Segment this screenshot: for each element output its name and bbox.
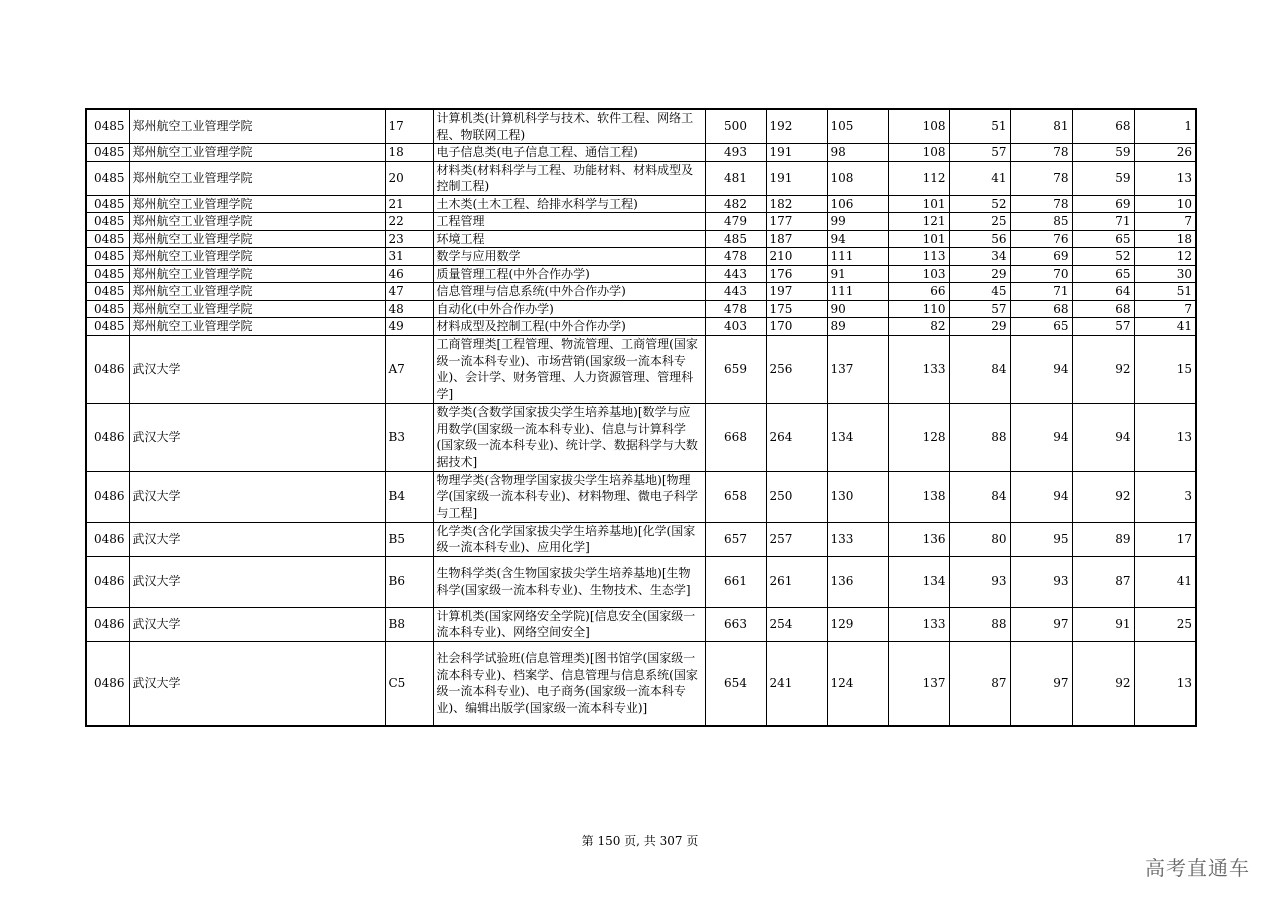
total-score-cell: 668 <box>705 403 766 471</box>
score-col-5-cell: 70 <box>1010 265 1072 283</box>
school-name-cell: 郑州航空工业管理学院 <box>129 300 385 318</box>
score-col-7-cell: 51 <box>1134 283 1196 301</box>
score-col-2-cell: 108 <box>827 161 888 195</box>
school-name-cell: 武汉大学 <box>129 335 385 403</box>
score-col-3-cell: 137 <box>888 641 949 726</box>
school-code-cell: 0485 <box>86 318 129 336</box>
school-name-cell: 郑州航空工业管理学院 <box>129 109 385 144</box>
score-col-3-cell: 82 <box>888 318 949 336</box>
school-code-cell: 0485 <box>86 109 129 144</box>
major-code-cell: A7 <box>385 335 433 403</box>
major-code-cell: B4 <box>385 471 433 522</box>
score-col-2-cell: 111 <box>827 283 888 301</box>
score-col-7-cell: 3 <box>1134 471 1196 522</box>
score-col-3-cell: 133 <box>888 335 949 403</box>
major-code-cell: B5 <box>385 522 433 556</box>
school-code-cell: 0486 <box>86 335 129 403</box>
score-col-2-cell: 130 <box>827 471 888 522</box>
score-col-5-cell: 71 <box>1010 283 1072 301</box>
score-col-1-cell: 264 <box>766 403 827 471</box>
score-col-1-cell: 261 <box>766 556 827 607</box>
table-row <box>86 265 1196 283</box>
watermark-logo: 高考直通车 <box>1145 856 1250 880</box>
school-code-cell: 0485 <box>86 265 129 283</box>
score-col-4-cell: 25 <box>949 213 1010 231</box>
score-col-7-cell: 25 <box>1134 607 1196 641</box>
table-row <box>86 161 1196 195</box>
major-code-cell: C5 <box>385 641 433 726</box>
score-col-7-cell: 26 <box>1134 144 1196 162</box>
major-code-cell: B3 <box>385 403 433 471</box>
score-col-2-cell: 129 <box>827 607 888 641</box>
score-col-1-cell: 182 <box>766 195 827 213</box>
table-row <box>86 230 1196 248</box>
score-col-2-cell: 133 <box>827 522 888 556</box>
school-name-cell: 武汉大学 <box>129 641 385 726</box>
table-row <box>86 300 1196 318</box>
score-col-5-cell: 95 <box>1010 522 1072 556</box>
total-score-cell: 481 <box>705 161 766 195</box>
score-col-2-cell: 134 <box>827 403 888 471</box>
score-col-2-cell: 136 <box>827 556 888 607</box>
score-table <box>85 108 1197 727</box>
school-code-cell: 0485 <box>86 213 129 231</box>
score-col-7-cell: 12 <box>1134 248 1196 266</box>
total-score-cell: 663 <box>705 607 766 641</box>
major-code-cell: 20 <box>385 161 433 195</box>
major-name-cell: 工商管理类[工程管理、物流管理、工商管理(国家级一流本科专业)、市场营销(国家级一流本科专业)、会计学、财务管理、人力资源管理、管理科学] <box>433 335 705 403</box>
table-row <box>86 318 1196 336</box>
total-score-cell: 403 <box>705 318 766 336</box>
score-col-7-cell: 41 <box>1134 318 1196 336</box>
score-col-1-cell: 175 <box>766 300 827 318</box>
school-name-cell: 郑州航空工业管理学院 <box>129 283 385 301</box>
score-col-1-cell: 176 <box>766 265 827 283</box>
score-col-5-cell: 94 <box>1010 335 1072 403</box>
score-col-1-cell: 257 <box>766 522 827 556</box>
score-col-4-cell: 84 <box>949 335 1010 403</box>
score-col-6-cell: 92 <box>1072 335 1134 403</box>
score-col-3-cell: 113 <box>888 248 949 266</box>
major-code-cell: 31 <box>385 248 433 266</box>
total-score-cell: 657 <box>705 522 766 556</box>
score-col-6-cell: 59 <box>1072 144 1134 162</box>
score-col-4-cell: 87 <box>949 641 1010 726</box>
school-name-cell: 武汉大学 <box>129 522 385 556</box>
score-col-2-cell: 124 <box>827 641 888 726</box>
score-col-6-cell: 68 <box>1072 300 1134 318</box>
major-code-cell: B6 <box>385 556 433 607</box>
score-col-3-cell: 112 <box>888 161 949 195</box>
score-col-7-cell: 13 <box>1134 161 1196 195</box>
score-col-7-cell: 18 <box>1134 230 1196 248</box>
major-name-cell: 物理学类(含物理学国家拔尖学生培养基地)[物理学(国家级一流本科专业)、材料物理、微电子科学与工程] <box>433 471 705 522</box>
major-code-cell: B8 <box>385 607 433 641</box>
major-name-cell: 计算机类(计算机科学与技术、软件工程、网络工程、物联网工程) <box>433 109 705 144</box>
major-name-cell: 自动化(中外合作办学) <box>433 300 705 318</box>
total-score-cell: 493 <box>705 144 766 162</box>
score-col-3-cell: 66 <box>888 283 949 301</box>
score-col-5-cell: 76 <box>1010 230 1072 248</box>
table-row <box>86 248 1196 266</box>
score-col-2-cell: 98 <box>827 144 888 162</box>
score-col-4-cell: 80 <box>949 522 1010 556</box>
school-code-cell: 0485 <box>86 161 129 195</box>
score-col-2-cell: 99 <box>827 213 888 231</box>
total-score-cell: 443 <box>705 283 766 301</box>
school-name-cell: 郑州航空工业管理学院 <box>129 195 385 213</box>
school-code-cell: 0485 <box>86 283 129 301</box>
table-row <box>86 335 1196 403</box>
major-name-cell: 环境工程 <box>433 230 705 248</box>
school-code-cell: 0485 <box>86 144 129 162</box>
score-col-1-cell: 191 <box>766 161 827 195</box>
score-col-2-cell: 94 <box>827 230 888 248</box>
score-col-5-cell: 97 <box>1010 607 1072 641</box>
score-col-1-cell: 191 <box>766 144 827 162</box>
major-name-cell: 电子信息类(电子信息工程、通信工程) <box>433 144 705 162</box>
score-col-1-cell: 170 <box>766 318 827 336</box>
score-col-1-cell: 197 <box>766 283 827 301</box>
score-col-6-cell: 69 <box>1072 195 1134 213</box>
major-code-cell: 47 <box>385 283 433 301</box>
score-col-7-cell: 41 <box>1134 556 1196 607</box>
score-col-7-cell: 7 <box>1134 300 1196 318</box>
score-col-3-cell: 101 <box>888 195 949 213</box>
major-name-cell: 材料类(材料科学与工程、功能材料、材料成型及控制工程) <box>433 161 705 195</box>
school-name-cell: 郑州航空工业管理学院 <box>129 144 385 162</box>
score-col-7-cell: 13 <box>1134 403 1196 471</box>
table-row <box>86 213 1196 231</box>
score-col-3-cell: 101 <box>888 230 949 248</box>
score-col-7-cell: 30 <box>1134 265 1196 283</box>
score-col-4-cell: 51 <box>949 109 1010 144</box>
total-score-cell: 478 <box>705 300 766 318</box>
table-row <box>86 109 1196 144</box>
major-code-cell: 21 <box>385 195 433 213</box>
score-col-3-cell: 121 <box>888 213 949 231</box>
school-name-cell: 武汉大学 <box>129 556 385 607</box>
score-col-2-cell: 90 <box>827 300 888 318</box>
major-code-cell: 18 <box>385 144 433 162</box>
score-col-5-cell: 85 <box>1010 213 1072 231</box>
table-body <box>86 109 1196 726</box>
score-col-1-cell: 241 <box>766 641 827 726</box>
major-name-cell: 土木类(土木工程、给排水科学与工程) <box>433 195 705 213</box>
score-col-1-cell: 187 <box>766 230 827 248</box>
score-col-1-cell: 256 <box>766 335 827 403</box>
major-code-cell: 49 <box>385 318 433 336</box>
score-col-3-cell: 128 <box>888 403 949 471</box>
score-col-6-cell: 68 <box>1072 109 1134 144</box>
score-col-2-cell: 89 <box>827 318 888 336</box>
school-name-cell: 郑州航空工业管理学院 <box>129 230 385 248</box>
table-row <box>86 283 1196 301</box>
school-code-cell: 0486 <box>86 403 129 471</box>
score-col-5-cell: 78 <box>1010 144 1072 162</box>
score-col-6-cell: 65 <box>1072 230 1134 248</box>
score-col-5-cell: 68 <box>1010 300 1072 318</box>
school-code-cell: 0486 <box>86 556 129 607</box>
table-row <box>86 471 1196 522</box>
major-code-cell: 17 <box>385 109 433 144</box>
major-code-cell: 22 <box>385 213 433 231</box>
score-col-6-cell: 64 <box>1072 283 1134 301</box>
score-col-4-cell: 56 <box>949 230 1010 248</box>
major-name-cell: 计算机类(国家网络安全学院)[信息安全(国家级一流本科专业)、网络空间安全] <box>433 607 705 641</box>
score-col-3-cell: 103 <box>888 265 949 283</box>
total-score-cell: 500 <box>705 109 766 144</box>
school-name-cell: 郑州航空工业管理学院 <box>129 265 385 283</box>
school-name-cell: 武汉大学 <box>129 403 385 471</box>
major-name-cell: 数学类(含数学国家拔尖学生培养基地)[数学与应用数学(国家级一流本科专业)、信息与计算科学(国家级一流本科专业)、统计学、数据科学与大数据技术] <box>433 403 705 471</box>
major-name-cell: 工程管理 <box>433 213 705 231</box>
score-col-6-cell: 71 <box>1072 213 1134 231</box>
total-score-cell: 482 <box>705 195 766 213</box>
total-score-cell: 661 <box>705 556 766 607</box>
score-col-5-cell: 97 <box>1010 641 1072 726</box>
score-col-6-cell: 89 <box>1072 522 1134 556</box>
score-col-4-cell: 57 <box>949 144 1010 162</box>
table-row <box>86 556 1196 607</box>
score-col-4-cell: 52 <box>949 195 1010 213</box>
score-col-5-cell: 65 <box>1010 318 1072 336</box>
score-col-2-cell: 91 <box>827 265 888 283</box>
score-col-4-cell: 45 <box>949 283 1010 301</box>
score-col-1-cell: 192 <box>766 109 827 144</box>
score-col-1-cell: 254 <box>766 607 827 641</box>
score-col-5-cell: 94 <box>1010 403 1072 471</box>
total-score-cell: 654 <box>705 641 766 726</box>
school-name-cell: 郑州航空工业管理学院 <box>129 161 385 195</box>
school-name-cell: 武汉大学 <box>129 607 385 641</box>
score-col-6-cell: 65 <box>1072 265 1134 283</box>
school-name-cell: 郑州航空工业管理学院 <box>129 248 385 266</box>
major-code-cell: 48 <box>385 300 433 318</box>
score-col-5-cell: 69 <box>1010 248 1072 266</box>
total-score-cell: 658 <box>705 471 766 522</box>
major-name-cell: 材料成型及控制工程(中外合作办学) <box>433 318 705 336</box>
score-col-2-cell: 105 <box>827 109 888 144</box>
total-score-cell: 443 <box>705 265 766 283</box>
school-code-cell: 0486 <box>86 607 129 641</box>
school-name-cell: 郑州航空工业管理学院 <box>129 318 385 336</box>
score-col-6-cell: 91 <box>1072 607 1134 641</box>
score-col-7-cell: 17 <box>1134 522 1196 556</box>
school-code-cell: 0486 <box>86 522 129 556</box>
major-code-cell: 46 <box>385 265 433 283</box>
score-col-7-cell: 15 <box>1134 335 1196 403</box>
score-col-6-cell: 57 <box>1072 318 1134 336</box>
score-col-4-cell: 29 <box>949 265 1010 283</box>
score-col-5-cell: 94 <box>1010 471 1072 522</box>
score-col-7-cell: 13 <box>1134 641 1196 726</box>
major-name-cell: 质量管理工程(中外合作办学) <box>433 265 705 283</box>
score-col-3-cell: 138 <box>888 471 949 522</box>
total-score-cell: 478 <box>705 248 766 266</box>
score-col-7-cell: 7 <box>1134 213 1196 231</box>
major-code-cell: 23 <box>385 230 433 248</box>
score-col-2-cell: 106 <box>827 195 888 213</box>
score-col-4-cell: 84 <box>949 471 1010 522</box>
score-col-6-cell: 52 <box>1072 248 1134 266</box>
score-col-4-cell: 57 <box>949 300 1010 318</box>
score-col-4-cell: 88 <box>949 607 1010 641</box>
score-col-4-cell: 41 <box>949 161 1010 195</box>
table-row <box>86 522 1196 556</box>
score-col-5-cell: 78 <box>1010 161 1072 195</box>
score-col-3-cell: 134 <box>888 556 949 607</box>
school-name-cell: 武汉大学 <box>129 471 385 522</box>
score-col-4-cell: 34 <box>949 248 1010 266</box>
page-number: 第 150 页, 共 307 页 <box>581 834 699 848</box>
score-col-3-cell: 108 <box>888 144 949 162</box>
school-name-cell: 郑州航空工业管理学院 <box>129 213 385 231</box>
score-col-3-cell: 108 <box>888 109 949 144</box>
score-col-5-cell: 81 <box>1010 109 1072 144</box>
total-score-cell: 479 <box>705 213 766 231</box>
major-name-cell: 信息管理与信息系统(中外合作办学) <box>433 283 705 301</box>
school-code-cell: 0485 <box>86 230 129 248</box>
score-col-6-cell: 94 <box>1072 403 1134 471</box>
score-col-5-cell: 78 <box>1010 195 1072 213</box>
score-col-6-cell: 92 <box>1072 641 1134 726</box>
score-col-3-cell: 136 <box>888 522 949 556</box>
score-col-2-cell: 137 <box>827 335 888 403</box>
table-row <box>86 195 1196 213</box>
score-col-6-cell: 87 <box>1072 556 1134 607</box>
major-name-cell: 数学与应用数学 <box>433 248 705 266</box>
score-col-3-cell: 110 <box>888 300 949 318</box>
school-code-cell: 0485 <box>86 195 129 213</box>
school-code-cell: 0485 <box>86 300 129 318</box>
score-col-6-cell: 59 <box>1072 161 1134 195</box>
table-row <box>86 403 1196 471</box>
major-name-cell: 社会科学试验班(信息管理类)[图书馆学(国家级一流本科专业)、档案学、信息管理与信息系统(国家级一流本科专业)、电子商务(国家级一流本科专业)、编辑出版学(国家级一流本科专业)] <box>433 641 705 726</box>
school-code-cell: 0486 <box>86 641 129 726</box>
score-col-4-cell: 29 <box>949 318 1010 336</box>
table-row <box>86 144 1196 162</box>
major-name-cell: 生物科学类(含生物国家拔尖学生培养基地)[生物科学(国家级一流本科专业)、生物技术、生态学] <box>433 556 705 607</box>
school-code-cell: 0486 <box>86 471 129 522</box>
score-col-4-cell: 93 <box>949 556 1010 607</box>
school-code-cell: 0485 <box>86 248 129 266</box>
major-name-cell: 化学类(含化学国家拔尖学生培养基地)[化学(国家级一流本科专业)、应用化学] <box>433 522 705 556</box>
table-row <box>86 607 1196 641</box>
table-row <box>86 641 1196 726</box>
score-col-5-cell: 93 <box>1010 556 1072 607</box>
score-col-4-cell: 88 <box>949 403 1010 471</box>
score-col-1-cell: 177 <box>766 213 827 231</box>
score-col-6-cell: 92 <box>1072 471 1134 522</box>
score-col-1-cell: 250 <box>766 471 827 522</box>
score-col-3-cell: 133 <box>888 607 949 641</box>
score-col-1-cell: 210 <box>766 248 827 266</box>
score-col-2-cell: 111 <box>827 248 888 266</box>
total-score-cell: 659 <box>705 335 766 403</box>
score-col-7-cell: 10 <box>1134 195 1196 213</box>
total-score-cell: 485 <box>705 230 766 248</box>
score-col-7-cell: 1 <box>1134 109 1196 144</box>
